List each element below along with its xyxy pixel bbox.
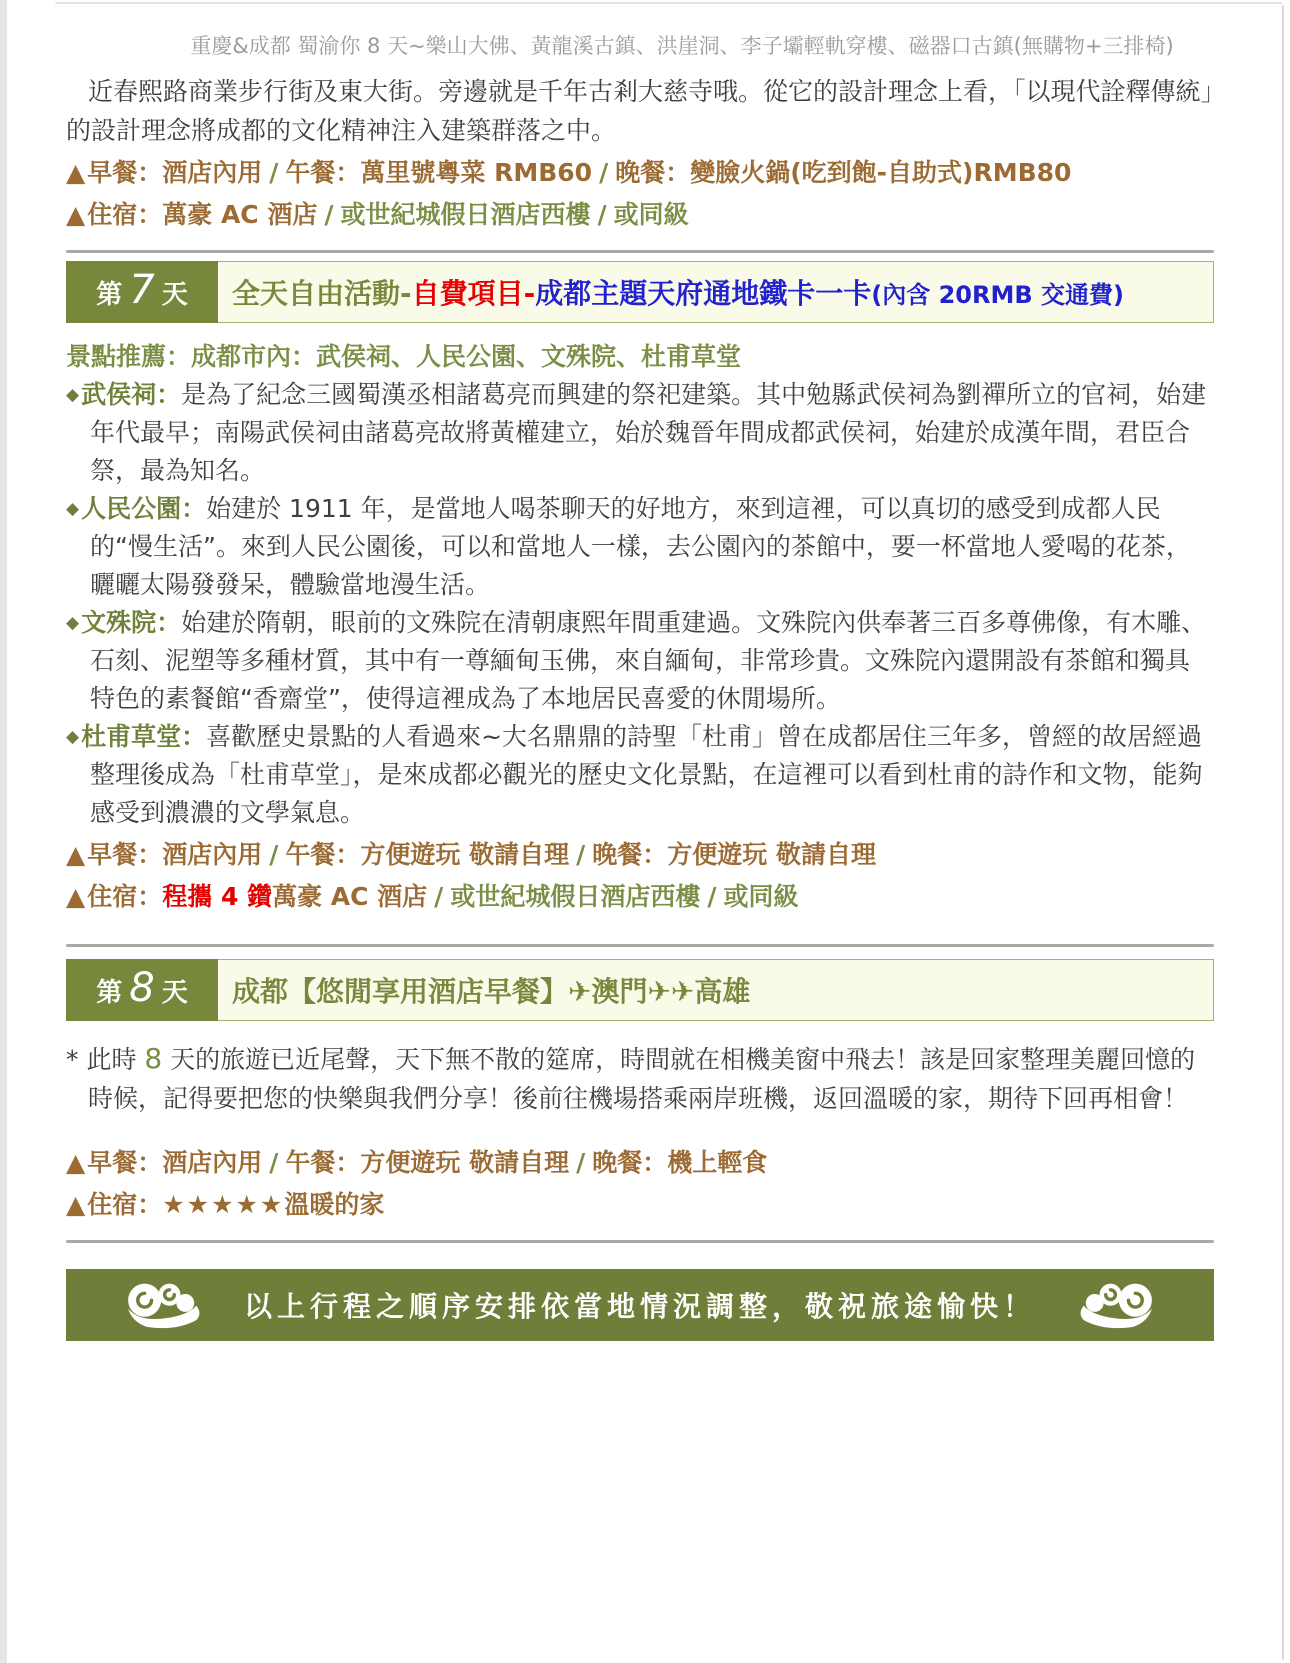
attraction-wuhou-shrine	[66, 376, 1214, 490]
day8-meals-line	[66, 1143, 1214, 1182]
day7-breakfast: 早餐：酒店內用	[87, 840, 263, 869]
attraction-description: 是為了紀念三國蜀漢丞相諸葛亮而興建的祭祀建築。其中勉縣武侯祠為劉禪所立的官祠，始建年代最早；南陽武侯祠由諸葛亮故將黃權建立，始於魏晉年間成都武侯祠，始建於成漢年間，君臣合祭，最為知名。	[90, 380, 1207, 485]
meal-separator: /	[269, 840, 279, 869]
triangle-bullet-icon: ▲	[66, 882, 86, 911]
hotel-separator: /	[434, 882, 444, 911]
day-suffix: 天	[161, 977, 188, 1008]
attraction-name: 人民公園：	[81, 494, 207, 523]
diamond-bullet-icon: ◆	[66, 385, 80, 405]
section-divider	[66, 1240, 1214, 1243]
day8-lunch: 午餐：方便遊玩 敬請自理	[285, 1148, 570, 1177]
section-divider	[66, 250, 1214, 253]
diamond-bullet-icon: ◆	[66, 499, 80, 519]
diamond-bullet-icon: ◆	[66, 613, 80, 633]
attraction-description: 始建於隋朝，眼前的文殊院在清朝康熙年間重建過。文殊院內供奉著三百多尊佛像，有木雕、石刻、泥塑等多種材質，其中有一尊緬甸玉佛，來自緬甸，非常珍貴。文殊院內還開設有茶館和獨具特色的素餐館“香齋堂”，使得這裡成為了本地居民喜愛的休閒場所。	[90, 608, 1207, 713]
diamond-bullet-icon: ◆	[66, 727, 80, 747]
attraction-dufu-cottage	[66, 718, 1214, 832]
attraction-peoples-park	[66, 490, 1214, 604]
attraction-name: 文殊院：	[81, 608, 182, 637]
day7-title	[218, 261, 1214, 323]
footer-notice-banner	[66, 1269, 1214, 1341]
meal-separator: /	[576, 1148, 586, 1177]
day7-lunch: 午餐：方便遊玩 敬請自理	[285, 840, 570, 869]
page-left-gutter	[0, 0, 7, 1663]
meal-separator: /	[269, 158, 279, 187]
day8-label	[66, 959, 218, 1021]
day7-label	[66, 261, 218, 323]
section-divider	[66, 944, 1214, 947]
day7-hotel-alt1: 或世紀城假日酒店西樓	[450, 882, 701, 911]
five-stars-icon: ★★★★★	[162, 1190, 285, 1219]
day-prefix: 第	[96, 977, 123, 1008]
day8-dinner: 晚餐：機上輕食	[592, 1148, 768, 1177]
note-prefix: * 此時	[66, 1045, 145, 1074]
attraction-wenshu-monastery	[66, 604, 1214, 718]
day7-recommendations: 景點推薦：成都市內：武侯祠、人民公園、文殊院、杜甫草堂	[66, 342, 742, 371]
meal-separator: /	[599, 158, 609, 187]
note-body: 天的旅遊已近尾聲，天下無不散的筵席，時間就在相機美窗中飛去！該是回家整理美麗回憶的時候，記得要把您的快樂與我們分享！後前往機場搭乘兩岸班機，返回溫暖的家，期待下回再相會！	[88, 1045, 1196, 1113]
day7-hotel-name: 萬豪 AC 酒店	[272, 882, 428, 911]
itinerary-page	[66, 0, 1214, 1341]
day6-breakfast: 早餐：酒店內用	[87, 158, 263, 187]
day7-title-fare-note: (內含 20RMB 交通費)	[871, 280, 1124, 309]
triangle-bullet-icon: ▲	[66, 200, 86, 229]
attraction-description: 始建於 1911 年，是當地人喝茶聊天的好地方，來到這裡，可以真切的感受到成都人民的“慢生活”。來到人民公園後，可以和當地人一樣，去公園內的茶館中，要一杯當地人愛喝的花茶，曬曬太陽發發呆，體驗當地漫生活。	[90, 494, 1191, 599]
cloud-ornament-icon	[114, 1274, 218, 1336]
meal-separator: /	[269, 1148, 279, 1177]
day8-farewell-note	[66, 1039, 1214, 1118]
hotel-separator: /	[597, 200, 607, 229]
day8-hotel-label: 住宿：	[87, 1190, 163, 1219]
triangle-bullet-icon: ▲	[66, 1190, 86, 1219]
day7-banner	[66, 261, 1214, 323]
hotel-separator: /	[707, 882, 717, 911]
day8-banner	[66, 959, 1214, 1021]
day7-meals-line	[66, 835, 1214, 874]
day7-hotel-label: 住宿：	[87, 882, 163, 911]
triangle-bullet-icon: ▲	[66, 1148, 86, 1177]
page-right-border	[1282, 5, 1284, 1660]
document-title: 重慶&成都 蜀渝你 8 天~樂山大佛、黃龍溪古鎮、洪崖洞、李子壩輕軌穿樓、磁器口古鎮(無購物+三排椅)	[190, 34, 1174, 58]
day7-title-metro-card: 成都主題天府通地鐵卡一卡	[535, 277, 872, 310]
cloud-ornament-icon	[1062, 1274, 1166, 1336]
day6-hotel-name: 住宿：萬豪 AC 酒店	[87, 200, 318, 229]
day7-hotel-alt2: 或同級	[723, 882, 799, 911]
day-suffix: 天	[161, 279, 188, 310]
day6-hotel-alt2: 或同級	[613, 200, 689, 229]
day8-hotel-line	[66, 1185, 1214, 1224]
note-day-count: 8	[144, 1042, 163, 1075]
footer-notice-text: 以上行程之順序安排依當地情況調整，敬祝旅途愉快！	[243, 1290, 1036, 1323]
day6-hotel-line	[66, 195, 1214, 234]
day7-hotel-rating: 程攜 4 鑽	[162, 882, 273, 911]
day7-number: 7	[129, 267, 155, 313]
attraction-name: 武侯祠：	[81, 380, 182, 409]
meal-separator: /	[576, 840, 586, 869]
day8-breakfast: 早餐：酒店內用	[87, 1148, 263, 1177]
triangle-bullet-icon: ▲	[66, 840, 86, 869]
day6-meals-line	[66, 153, 1214, 192]
day7-title-paid-item: 自費項目-	[411, 277, 536, 310]
triangle-bullet-icon: ▲	[66, 158, 86, 187]
day8-title-text: 成都【悠閒享用酒店早餐】✈澳門✈✈高雄	[232, 975, 751, 1008]
day8-title	[218, 959, 1214, 1021]
day6-hotel-alt1: 或世紀城假日酒店西樓	[340, 200, 591, 229]
hotel-separator: /	[324, 200, 334, 229]
day7-title-activity: 全天自由活動-	[232, 277, 412, 310]
day7-hotel-line	[66, 877, 1214, 916]
attraction-name: 杜甫草堂：	[81, 722, 207, 751]
day8-hotel-name: 溫暖的家	[284, 1190, 385, 1219]
day7-dinner: 晚餐：方便遊玩 敬請自理	[592, 840, 876, 869]
attraction-description: 喜歡歷史景點的人看過來~大名鼎鼎的詩聖「杜甫」曾在成都居住三年多，曾經的故居經過整理後成為「杜甫草堂」，是來成都必觀光的歷史文化景點，在這裡可以看到杜甫的詩作和文物，能夠感受到濃濃的文學氣息。	[90, 722, 1203, 827]
day6-dinner: 晚餐：變臉火鍋(吃到飽-自助式)RMB80	[615, 158, 1072, 187]
day8-number: 8	[129, 965, 155, 1011]
day-prefix: 第	[96, 279, 123, 310]
intro-paragraph: 近春熙路商業步行街及東大街。旁邊就是千年古剎大慈寺哦。從它的設計理念上看，「以現代詮釋傳統」的設計理念將成都的文化精神注入建築群落之中。	[66, 77, 1214, 145]
day6-lunch: 午餐：萬里號粵菜 RMB60	[285, 158, 593, 187]
